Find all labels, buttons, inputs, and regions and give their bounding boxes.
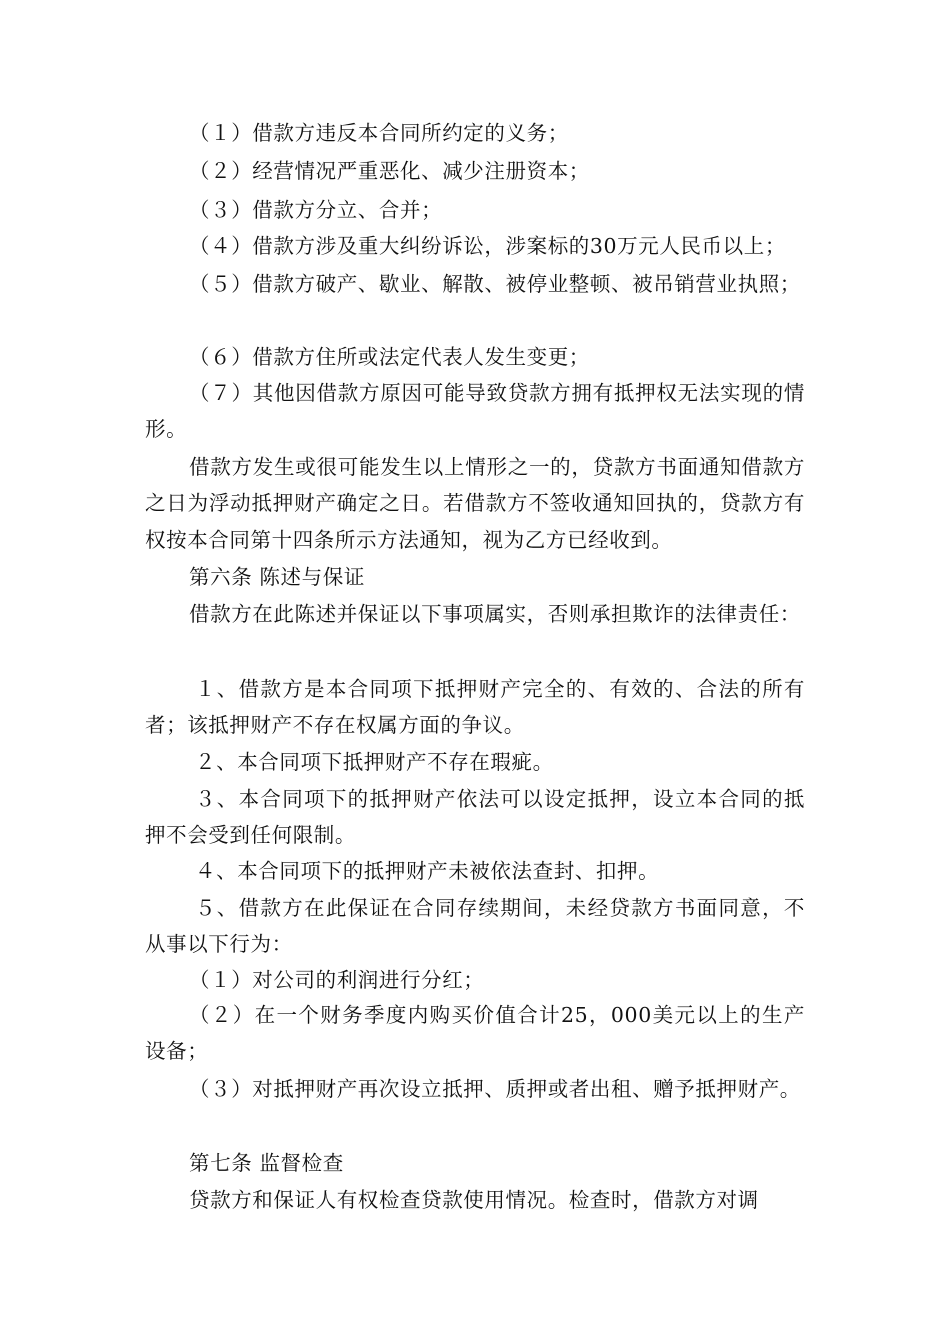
clause-paragraph: 借款方发生或很可能发生以上情形之一的，贷款方书面通知借款方之日为浮动抵押财产确定之日。若借款方不签收通知回执的，贷款方有权按本合同第十四条所示方法通知，视为乙方已经收到。	[145, 455, 805, 552]
clause-item-4: （４）借款方涉及重大纠纷诉讼，涉案标的30万元人民币以上；	[189, 234, 786, 258]
clause-item-6: （６）借款方住所或法定代表人发生变更；	[189, 345, 590, 369]
clause-item-5: （５）借款方破产、歇业、解散、被停业整顿、被吊销营业执照；	[189, 272, 801, 296]
clause-item-2: （２）经营情况严重恶化、减少注册资本；	[189, 159, 590, 183]
supervision-paragraph: 贷款方和保证人有权检查贷款使用情况。检查时，借款方对调	[189, 1188, 759, 1212]
representation-intro: 借款方在此陈述并保证以下事项属实，否则承担欺诈的法律责任：	[189, 602, 801, 626]
covenant-item-3: （３）对抵押财产再次设立抵押、质押或者出租、赠予抵押财产。	[189, 1077, 801, 1101]
article-6-heading: 第六条 陈述与保证	[189, 565, 365, 589]
representation-item-2: ２、本合同项下抵押财产不存在瑕疵。	[195, 750, 554, 774]
article-7-heading: 第七条 监督检查	[189, 1151, 344, 1175]
covenant-item-1: （１）对公司的利润进行分红；	[189, 968, 485, 992]
clause-item-7: （７）其他因借款方原因可能导致贷款方拥有抵押权无法实现的情形。	[145, 381, 805, 442]
representation-item-5: ５、借款方在此保证在合同存续期间，未经贷款方书面同意，不从事以下行为：	[145, 896, 805, 957]
clause-item-1: （１）借款方违反本合同所约定的义务；	[189, 121, 569, 145]
representation-item-3: ３、本合同项下的抵押财产依法可以设定抵押，设立本合同的抵押不会受到任何限制。	[145, 787, 805, 848]
representation-item-1: １、借款方是本合同项下抵押财产完全的、有效的、合法的所有者；该抵押财产不存在权属方面的争议。	[145, 677, 805, 738]
representation-item-4: ４、本合同项下的抵押财产未被依法查封、扣押。	[195, 859, 660, 883]
clause-item-3: （３）借款方分立、合并；	[189, 198, 443, 222]
covenant-item-2: （２）在一个财务季度内购买价值合计25，000美元以上的生产设备；	[145, 1003, 805, 1064]
